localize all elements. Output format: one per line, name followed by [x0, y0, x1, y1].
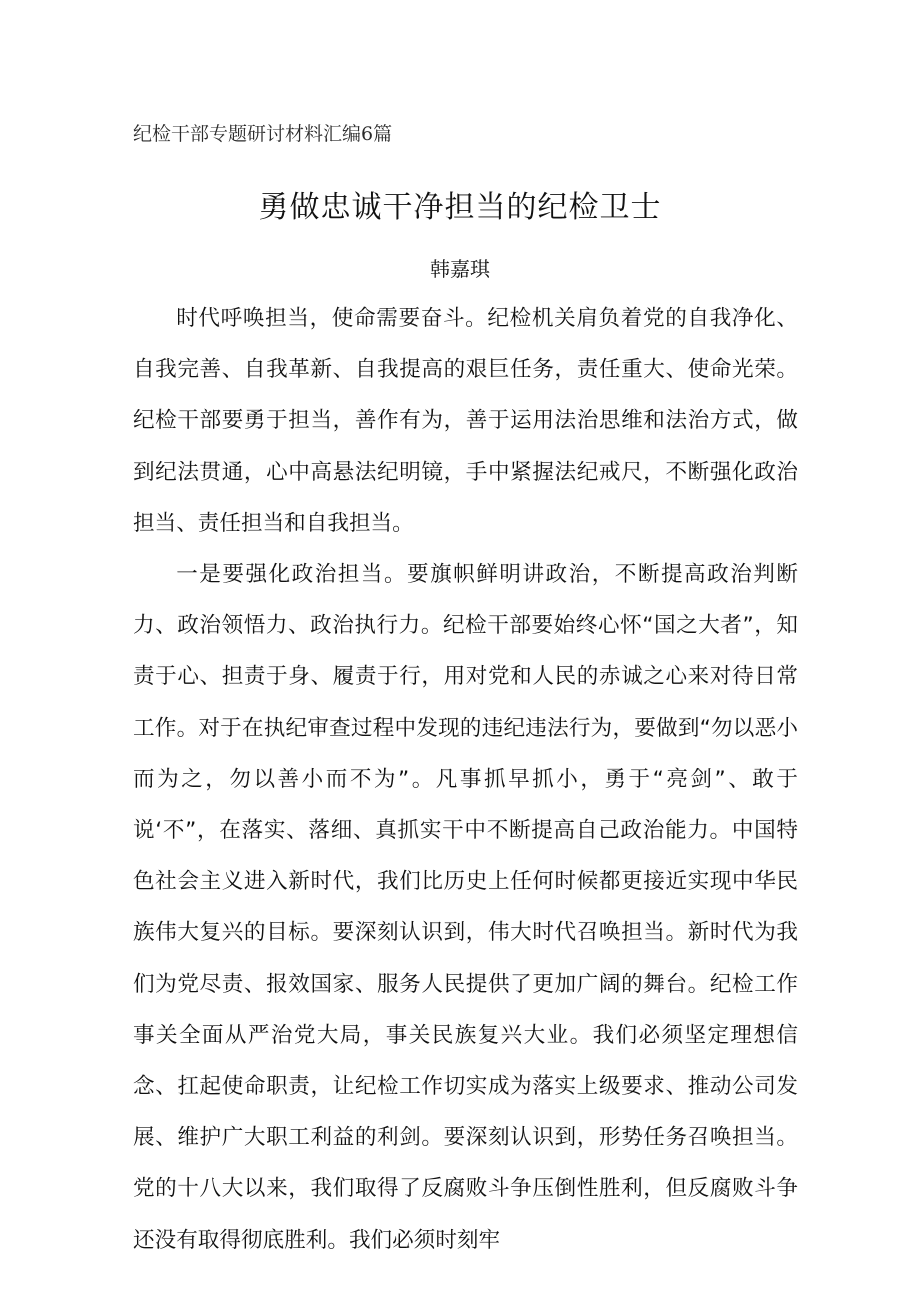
document-title: 勇做忠诚干净担当的纪检卫士	[258, 190, 662, 225]
document-body	[133, 293, 798, 1266]
body-paragraph: 时代呼唤担当，使命需要奋斗。纪检机关肩负着党的自我净化、自我完善、自我革新、自我提高的艰巨任务，责任重大、使命光荣。纪检干部要勇于担当，善作有为，善于运用法治思维和法治方式，做到纪法贯通，心中高悬法纪明镜，手中紧握法纪戒尺，不断强化政治担当、责任担当和自我担当。	[133, 306, 798, 536]
document-header: 纪检干部专题研讨材料汇编6篇	[133, 123, 393, 145]
document-author: 韩嘉琪	[430, 257, 490, 281]
body-paragraph: 一是要强化政治担当。要旗帜鲜明讲政治，不断提高政治判断力、政治领悟力、政治执行力。纪检干部要始终心怀“国之大者”，知责于心、担责于身、履责于行，用对党和人民的赤诚之心来对待日常工作。对于在执纪审查过程中发现的违纪违法行为，要做到“勿以恶小而为之，勿以善小而不为”。凡事抓早抓小，勇于“亮剑”、敢于说‘不”，在落实、落细、真抓实干中不断提高自己政治能力。中国特色社会主义进入新时代，我们比历史上任何时候都更接近实现中华民族伟大复兴的目标。要深刻认识到，伟大时代召唤担当。新时代为我们为党尽责、报效国家、服务人民提供了更加广阔的舞台。纪检工作事关全面从严治党大局，事关民族复兴大业。我们必须坚定理想信念、扛起使命职责，让纪检工作切实成为落实上级要求、推动公司发展、维护广大职工利益的利剑。要深刻认识到，形势任务召唤担当。党的十八大以来，我们取得了反腐败斗争压倒性胜利，但反腐败斗争还没有取得彻底胜利。我们必须时刻牢	[133, 562, 798, 1253]
